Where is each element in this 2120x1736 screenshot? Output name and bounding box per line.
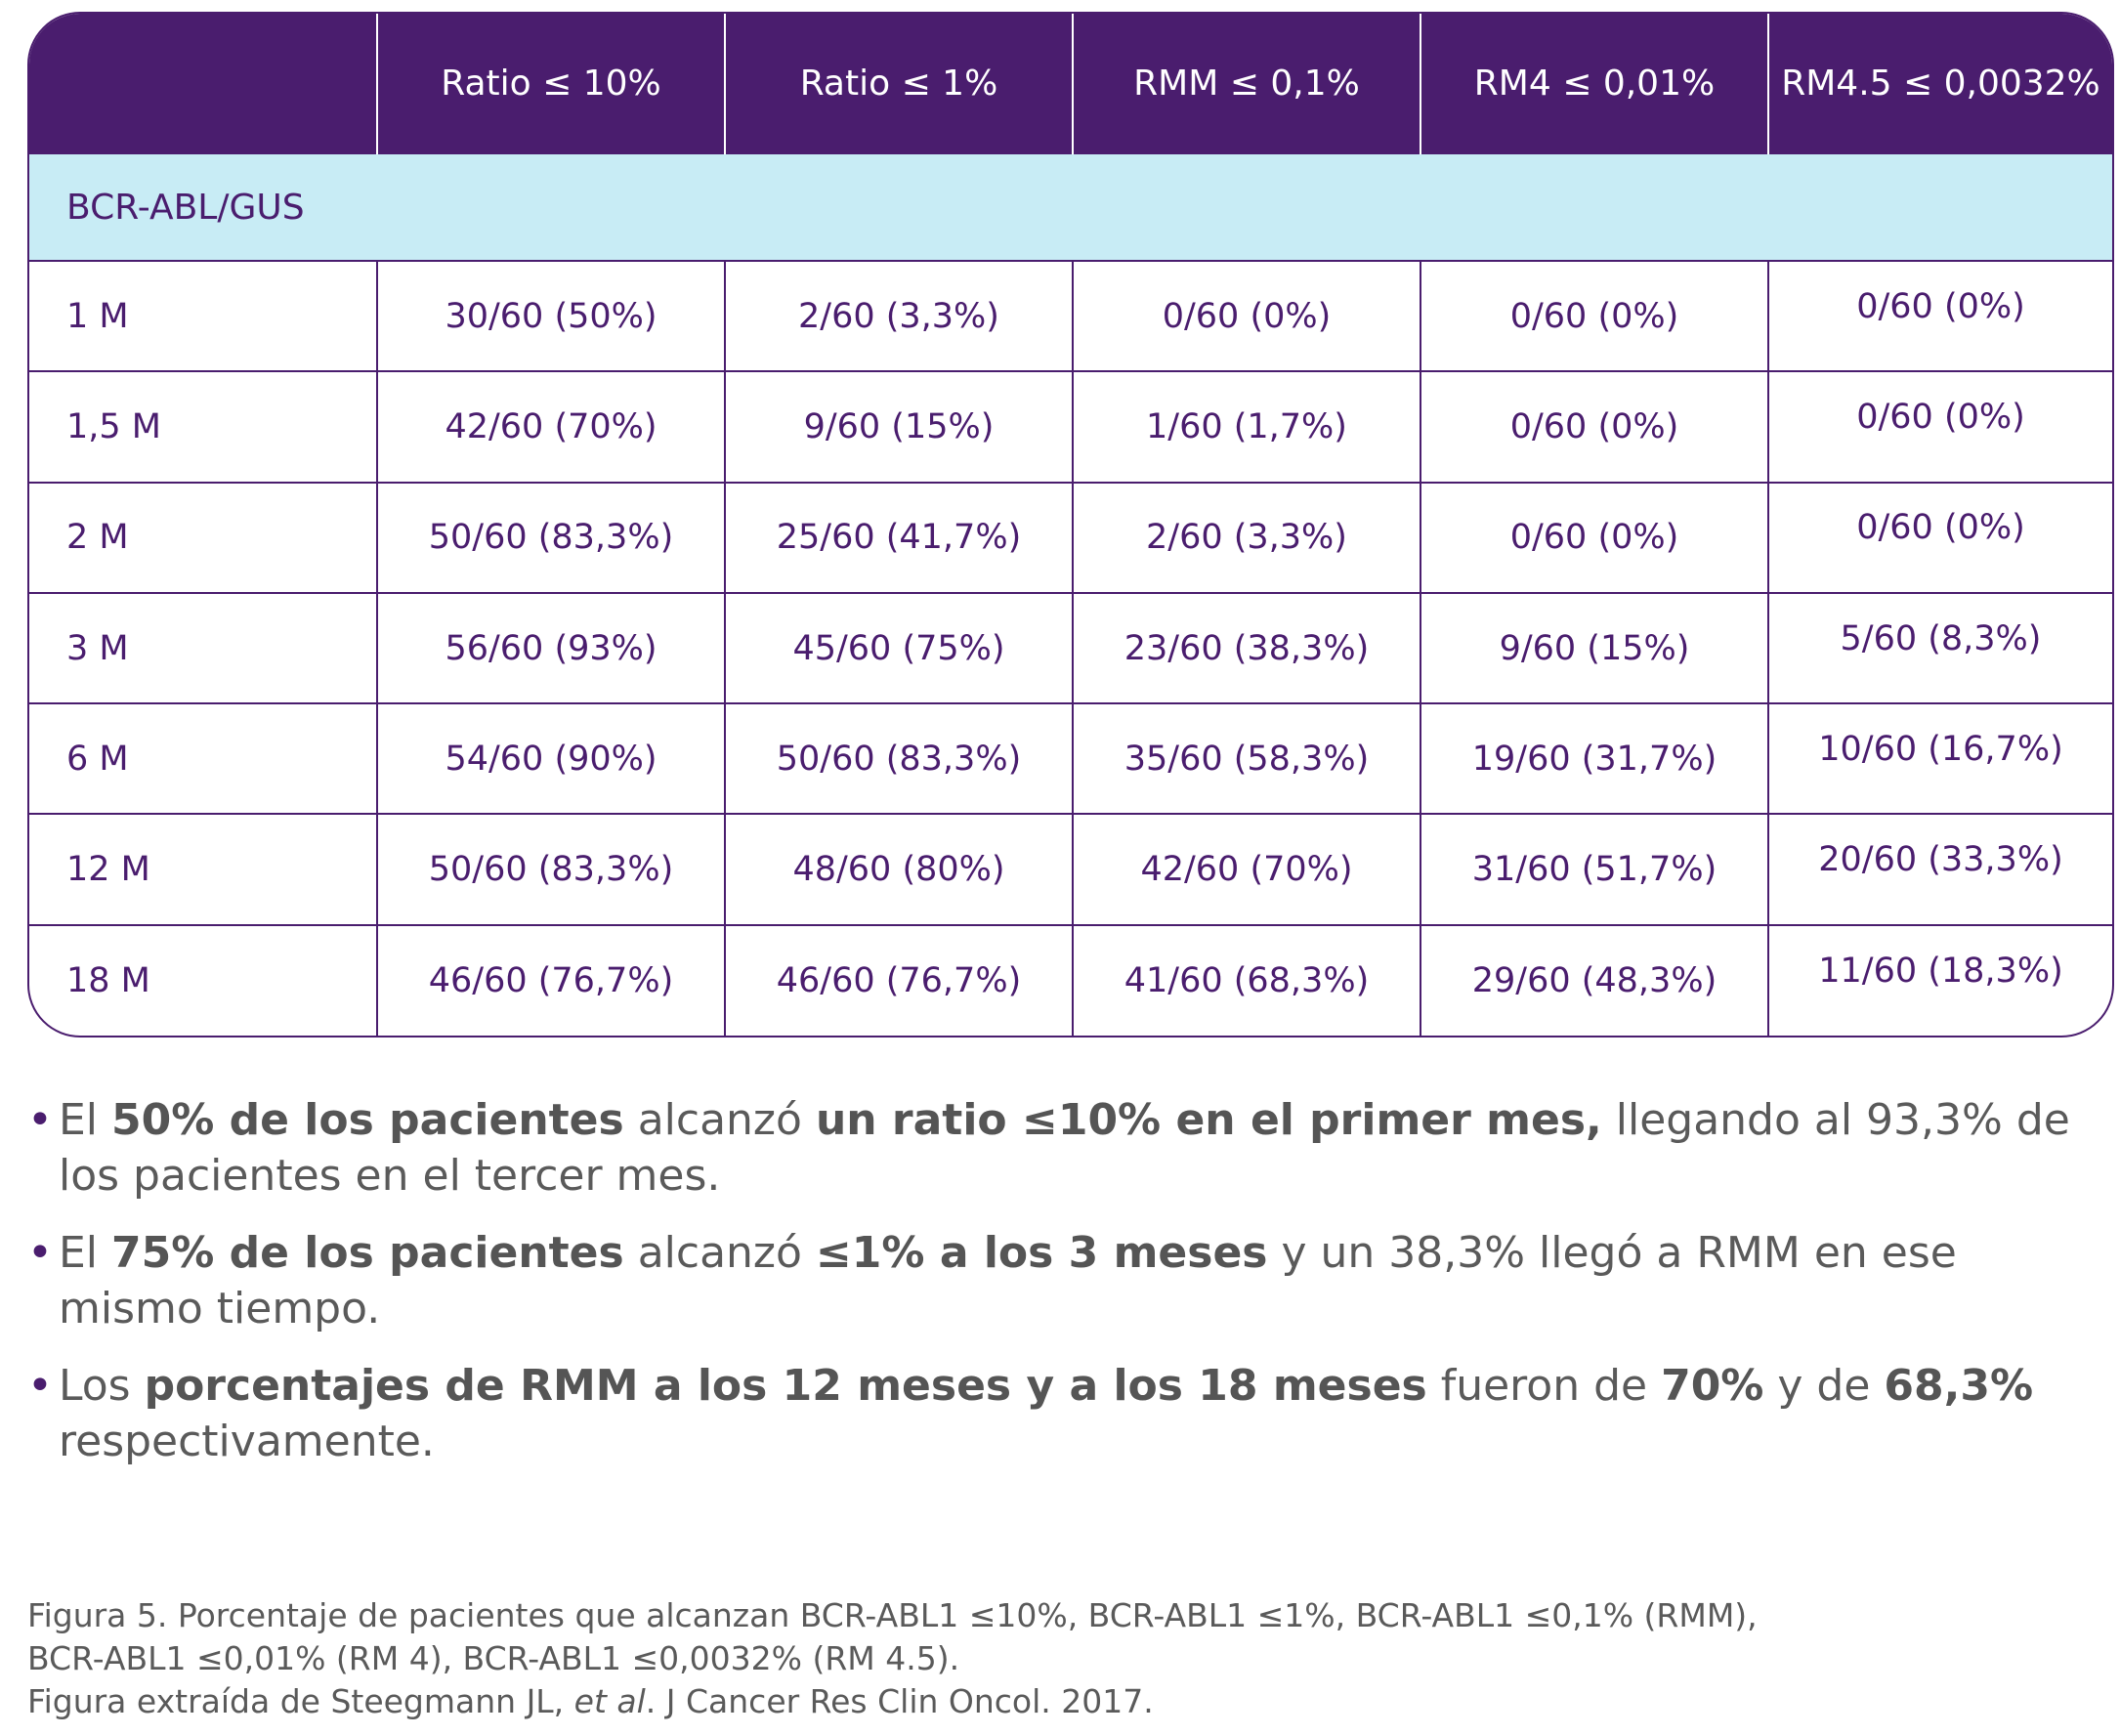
table-cell: 29/60 (48,3%) bbox=[1420, 925, 1768, 1036]
table-cell: 23/60 (38,3%) bbox=[1073, 593, 1420, 703]
bullet-dot-icon: • bbox=[27, 1361, 53, 1411]
section-row bbox=[29, 153, 2112, 261]
caption-line-1: Figura 5. Porcentaje de pacientes que alcanzan BCR-ABL1 ≤10%, BCR-ABL1 ≤1%, BCR-ABL1 ≤0,1% (RMM), bbox=[27, 1596, 1758, 1634]
header-cell-rm4: RM4 ≤ 0,01% bbox=[1420, 14, 1768, 153]
caption-source-italic: et al bbox=[573, 1682, 646, 1720]
table-cell: 54/60 (90%) bbox=[377, 703, 725, 814]
table-cell: 19/60 (31,7%) bbox=[1420, 703, 1768, 814]
row-label: 2 M bbox=[29, 483, 377, 593]
table-cell: 0/60 (0%) bbox=[1420, 261, 1768, 371]
table-cell: 25/60 (41,7%) bbox=[725, 483, 1073, 593]
caption-line-2: BCR-ABL1 ≤0,01% (RM 4), BCR-ABL1 ≤0,0032% (RM 4.5). bbox=[27, 1639, 960, 1677]
table-cell: 50/60 (83,3%) bbox=[725, 703, 1073, 814]
table-cell: 10/60 (16,7%) bbox=[1768, 703, 2112, 814]
bullet-dot-icon: • bbox=[27, 1228, 53, 1278]
table-cell: 48/60 (80%) bbox=[725, 814, 1073, 924]
results-table-container bbox=[27, 12, 2114, 1037]
header-cell-ratio-10: Ratio ≤ 10% bbox=[377, 14, 725, 153]
bullet-bold-text: un ratio ≤10% en el primer mes, bbox=[815, 1095, 1602, 1145]
table-cell: 0/60 (0%) bbox=[1768, 483, 2112, 593]
bullet-text: respectivamente. bbox=[59, 1417, 435, 1466]
caption-source bbox=[27, 1680, 2099, 1723]
table-cell: 56/60 (93%) bbox=[377, 593, 725, 703]
bullet-bold-text: porcentajes de RMM a los 12 meses y a los 18 meses bbox=[144, 1361, 1427, 1411]
summary-bullet-list bbox=[27, 1092, 2079, 1491]
table-row bbox=[29, 703, 2112, 814]
bullet-bold-text: 75% de los pacientes bbox=[111, 1228, 624, 1278]
table-cell: 42/60 (70%) bbox=[377, 371, 725, 482]
row-label: 12 M bbox=[29, 814, 377, 924]
row-label: 3 M bbox=[29, 593, 377, 703]
bullet-item bbox=[27, 1092, 2079, 1204]
table-cell: 35/60 (58,3%) bbox=[1073, 703, 1420, 814]
table-cell: 9/60 (15%) bbox=[1420, 593, 1768, 703]
figure-caption bbox=[27, 1594, 2099, 1723]
table-row bbox=[29, 925, 2112, 1036]
table-cell: 41/60 (68,3%) bbox=[1073, 925, 1420, 1036]
table-cell: 45/60 (75%) bbox=[725, 593, 1073, 703]
table-cell: 2/60 (3,3%) bbox=[1073, 483, 1420, 593]
bullet-text: fueron de bbox=[1426, 1361, 1662, 1411]
bullet-bold-text: 70% bbox=[1661, 1361, 1764, 1411]
section-label: BCR-ABL/GUS bbox=[29, 153, 2112, 261]
caption-source-pre: Figura extraída de Steegmann JL, bbox=[27, 1682, 574, 1720]
table-row bbox=[29, 483, 2112, 593]
header-cell-rmm: RMM ≤ 0,1% bbox=[1073, 14, 1420, 153]
results-table bbox=[29, 14, 2112, 1036]
bullet-bold-text: 68,3% bbox=[1884, 1361, 2034, 1411]
caption-source-post: . J Cancer Res Clin Oncol. 2017. bbox=[645, 1682, 1154, 1720]
bullet-text: El bbox=[59, 1095, 112, 1145]
bullet-bold-text: ≤1% a los 3 meses bbox=[815, 1228, 1268, 1278]
bullet-text: alcanzó bbox=[623, 1095, 816, 1145]
table-cell: 42/60 (70%) bbox=[1073, 814, 1420, 924]
table-row bbox=[29, 814, 2112, 924]
table-cell: 46/60 (76,7%) bbox=[725, 925, 1073, 1036]
table-cell: 31/60 (51,7%) bbox=[1420, 814, 1768, 924]
table-cell: 0/60 (0%) bbox=[1768, 261, 2112, 371]
table-cell: 30/60 (50%) bbox=[377, 261, 725, 371]
table-cell: 9/60 (15%) bbox=[725, 371, 1073, 482]
bullet-text: y un 38,3% llegó a RMM en ese mismo tiempo. bbox=[59, 1228, 1957, 1334]
table-cell: 50/60 (83,3%) bbox=[377, 814, 725, 924]
table-cell: 11/60 (18,3%) bbox=[1768, 925, 2112, 1036]
table-cell: 0/60 (0%) bbox=[1768, 371, 2112, 482]
table-header-row bbox=[29, 14, 2112, 153]
bullet-bold-text: 50% de los pacientes bbox=[111, 1095, 624, 1145]
table-cell: 46/60 (76,7%) bbox=[377, 925, 725, 1036]
table-cell: 0/60 (0%) bbox=[1420, 483, 1768, 593]
header-cell-ratio-1: Ratio ≤ 1% bbox=[725, 14, 1073, 153]
table-cell: 0/60 (0%) bbox=[1073, 261, 1420, 371]
bullet-text: y de bbox=[1763, 1361, 1885, 1411]
table-cell: 20/60 (33,3%) bbox=[1768, 814, 2112, 924]
bullet-text: alcanzó bbox=[623, 1228, 816, 1278]
bullet-text: El bbox=[59, 1228, 112, 1278]
table-row bbox=[29, 371, 2112, 482]
row-label: 1 M bbox=[29, 261, 377, 371]
bullet-item bbox=[27, 1225, 2079, 1336]
table-cell: 0/60 (0%) bbox=[1420, 371, 1768, 482]
row-label: 6 M bbox=[29, 703, 377, 814]
header-cell-rm45: RM4.5 ≤ 0,0032% bbox=[1768, 14, 2112, 153]
bullet-text: Los bbox=[59, 1361, 145, 1411]
bullet-text: llegando al 93,3% de los pacientes en el tercer mes. bbox=[59, 1095, 2070, 1201]
bullet-dot-icon: • bbox=[27, 1095, 53, 1145]
row-label: 18 M bbox=[29, 925, 377, 1036]
table-cell: 5/60 (8,3%) bbox=[1768, 593, 2112, 703]
table-body bbox=[29, 261, 2112, 1036]
row-label: 1,5 M bbox=[29, 371, 377, 482]
table-cell: 2/60 (3,3%) bbox=[725, 261, 1073, 371]
table-cell: 50/60 (83,3%) bbox=[377, 483, 725, 593]
table-row bbox=[29, 261, 2112, 371]
table-cell: 1/60 (1,7%) bbox=[1073, 371, 1420, 482]
table-row bbox=[29, 593, 2112, 703]
header-cell-empty bbox=[29, 14, 377, 153]
bullet-item bbox=[27, 1358, 2079, 1469]
